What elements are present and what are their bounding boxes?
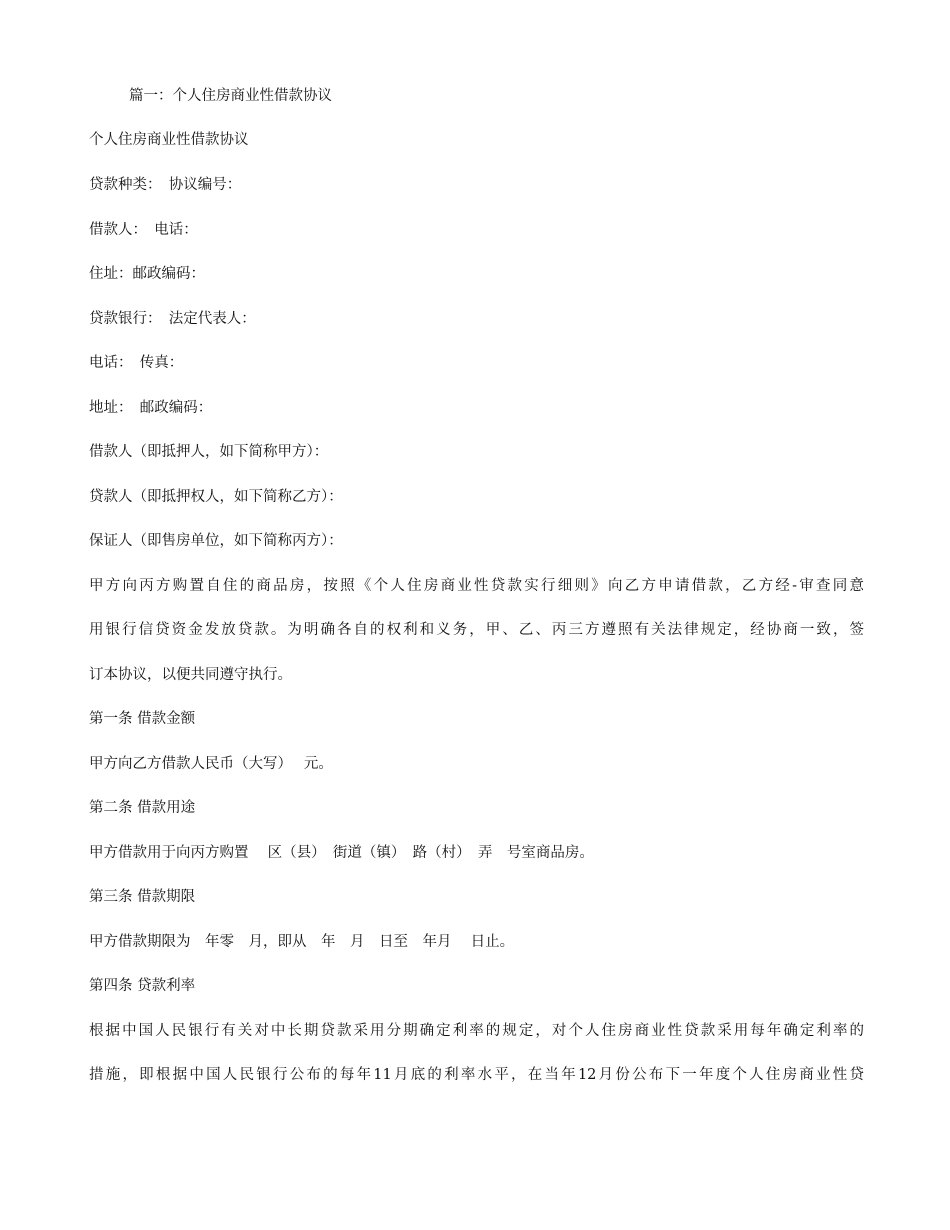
field-borrower: 借款人： 电话： xyxy=(89,222,198,238)
agreement-title: 个人住房商业性借款协议 xyxy=(89,132,249,148)
article-2-heading: 第二条 借款用途 xyxy=(89,800,196,816)
field-address: 住址：邮政编码： xyxy=(89,266,205,282)
field-phone-fax: 电话： 传真： xyxy=(89,355,184,371)
preamble-line: 用银行信贷资金发放贷款。为明确各自的权利和义务，甲、乙、丙三方遵照有关法律规定，经协商一致，签 xyxy=(89,622,864,638)
article-4-body-line: 措施，即根据中国人民银行公布的每年11月底的利率水平，在当年12月份公布下一年度个人住房商业性贷 xyxy=(89,1067,864,1083)
party-borrower: 借款人（即抵押人，如下简称甲方）： xyxy=(89,444,329,460)
field-bank-address: 地址： 邮政编码： xyxy=(89,400,213,416)
article-1-body: 甲方向乙方借款人民币（大写） 元。 xyxy=(89,756,333,772)
article-4-body-line: 根据中国人民银行有关对中长期贷款采用分期确定利率的规定，对个人住房商业性贷款采用每年确定利率的 xyxy=(89,1023,864,1039)
field-loan-type: 贷款种类： 协议编号： xyxy=(89,177,242,193)
party-guarantor: 保证人（即售房单位，如下简称丙方）： xyxy=(89,533,343,549)
section-title: 篇一：个人住房商业性借款协议 xyxy=(129,88,332,104)
preamble-line: 甲方向丙方购置自住的商品房，按照《个人住房商业性贷款实行细则》向乙方申请借款，乙方经-审查同意 xyxy=(89,578,864,594)
article-1-heading: 第一条 借款金额 xyxy=(89,711,196,727)
preamble-line: 订本协议，以便共同遵守执行。 xyxy=(89,667,292,683)
article-3-heading: 第三条 借款期限 xyxy=(89,889,196,905)
article-3-body: 甲方借款期限为 年零 月，即从 年 月 日至 年月 日止。 xyxy=(89,934,515,950)
field-lending-bank: 贷款银行： 法定代表人： xyxy=(89,311,256,327)
article-2-body: 甲方借款用于向丙方购置 区（县） 街道（镇） 路（村） 弄 号室商品房。 xyxy=(89,845,594,861)
article-4-heading: 第四条 贷款利率 xyxy=(89,978,196,994)
party-lender: 贷款人（即抵押权人，如下简称乙方）： xyxy=(89,489,343,505)
